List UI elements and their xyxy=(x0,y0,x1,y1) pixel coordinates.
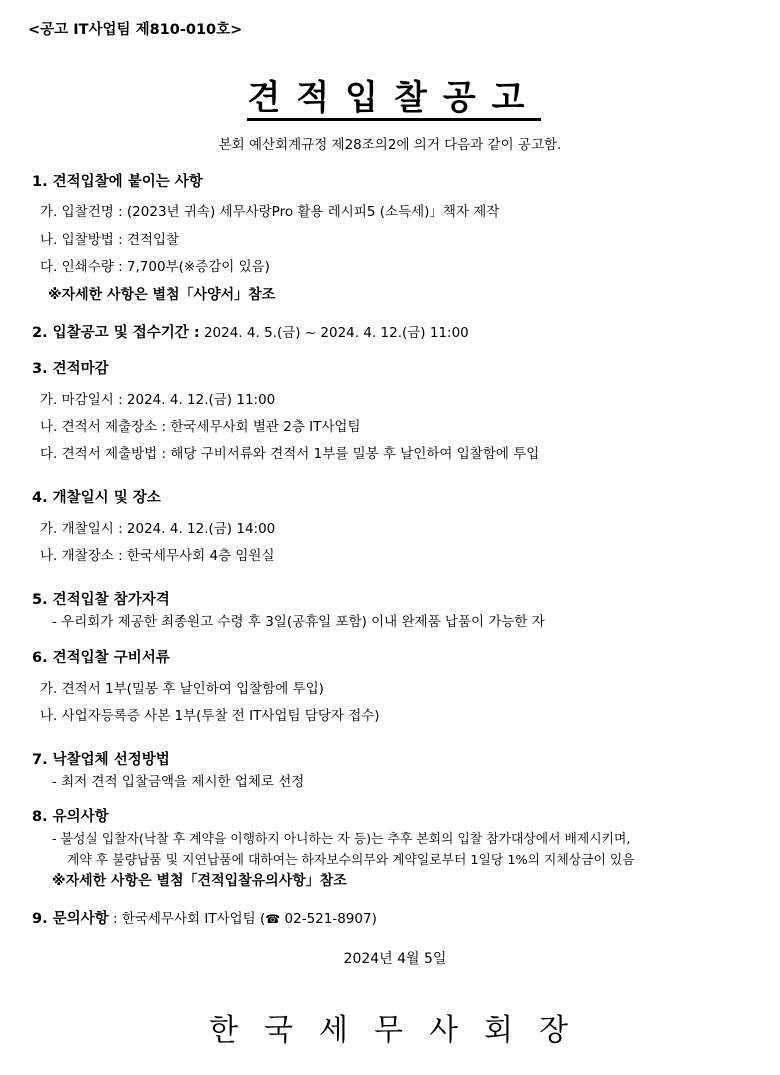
section-4-item-a: 가. 개찰일시 : 2024. 4. 12.(금) 14:00 xyxy=(40,521,276,537)
section-6-item-a: 가. 견적서 1부(밀봉 후 날인하여 입찰함에 투입) xyxy=(40,681,324,697)
section-8-heading: 8. 유의사항 xyxy=(32,809,109,825)
section-9-line xyxy=(32,907,377,928)
notice-number: <공고 IT사업팀 제810-010호> xyxy=(28,22,243,38)
section-3-item-c: 다. 견적서 제출방법 : 해당 구비서류와 견적서 1부를 밀봉 후 날인하여 입찰함에 투입 xyxy=(40,446,540,462)
section-7-heading: 7. 낙찰업체 선정방법 xyxy=(32,752,170,768)
section-3-item-b: 나. 견적서 제출장소 : 한국세무사회 별관 2층 IT사업팀 xyxy=(40,419,361,435)
section-1-item-a: 가. 입찰건명 : (2023년 귀속) 세무사랑Pro 활용 레시피5 (소득세)」책자 제작 xyxy=(40,204,500,220)
phone-icon: ☎ xyxy=(265,912,281,926)
section-5-heading: 5. 견적입찰 참가자격 xyxy=(32,592,170,608)
section-3-item-a: 가. 마감일시 : 2024. 4. 12.(금) 11:00 xyxy=(40,392,276,408)
section-1-item-c: 다. 인쇄수량 : 7,700부(※증감이 있음) xyxy=(40,259,270,275)
section-4-heading: 4. 개찰일시 및 장소 xyxy=(32,490,161,506)
section-8-item-a-line2: 계약 후 불량납품 및 지연납품에 대하여는 하자보수의무와 계약일로부터 1일당 1%의 지체상금이 있음 xyxy=(67,853,635,868)
section-6-item-b: 나. 사업자등록증 사본 1부(투찰 전 IT사업팀 담당자 접수) xyxy=(40,708,380,724)
section-8-item-a-line1: - 불성실 입찰자(낙찰 후 계약을 이행하지 아니하는 자 등)는 추후 본회의 입찰 참가대상에서 배제시키며, xyxy=(52,832,631,847)
section-2-heading: 2. 입찰공고 및 접수기간 : xyxy=(32,325,200,341)
section-1-note: ※자세한 사항은 별첨「사양서」참조 xyxy=(48,287,276,303)
intro-text: 본회 예산회계규정 제28조의2에 의거 다음과 같이 공고함. xyxy=(218,137,562,153)
section-8-note: ※자세한 사항은 별첨「견적입찰유의사항」참조 xyxy=(52,873,347,889)
page-title-text: 견적입찰공고 xyxy=(247,78,540,121)
section-4-item-b: 나. 개찰장소 : 한국세무사회 4층 임원실 xyxy=(40,548,275,564)
section-2-line xyxy=(32,321,469,342)
section-2-value: 2024. 4. 5.(금) ~ 2024. 4. 12.(금) 11:00 xyxy=(203,325,469,341)
section-9-value-suffix: 02-521-8907) xyxy=(280,911,377,927)
section-7-item-a: - 최저 견적 입찰금액을 제시한 업체로 선정 xyxy=(52,774,305,790)
section-9-value-prefix: : 한국세무사회 IT사업팀 ( xyxy=(112,911,266,927)
section-3-heading: 3. 견적마감 xyxy=(32,361,109,377)
page-title xyxy=(0,70,780,119)
section-1-item-b: 나. 입찰방법 : 견적입찰 xyxy=(40,232,180,248)
section-5-item-a: - 우리회가 제공한 최종원고 수령 후 3일(공휴일 포함) 이내 완제품 납품이 가능한 자 xyxy=(52,614,545,630)
notice-date: 2024년 4월 5일 xyxy=(343,951,447,967)
section-9-heading: 9. 문의사항 xyxy=(32,911,109,927)
signature: 한국세무사회장 xyxy=(209,1013,594,1048)
section-1-heading: 1. 견적입찰에 붙이는 사항 xyxy=(32,174,203,190)
section-6-heading: 6. 견적입찰 구비서류 xyxy=(32,650,170,666)
